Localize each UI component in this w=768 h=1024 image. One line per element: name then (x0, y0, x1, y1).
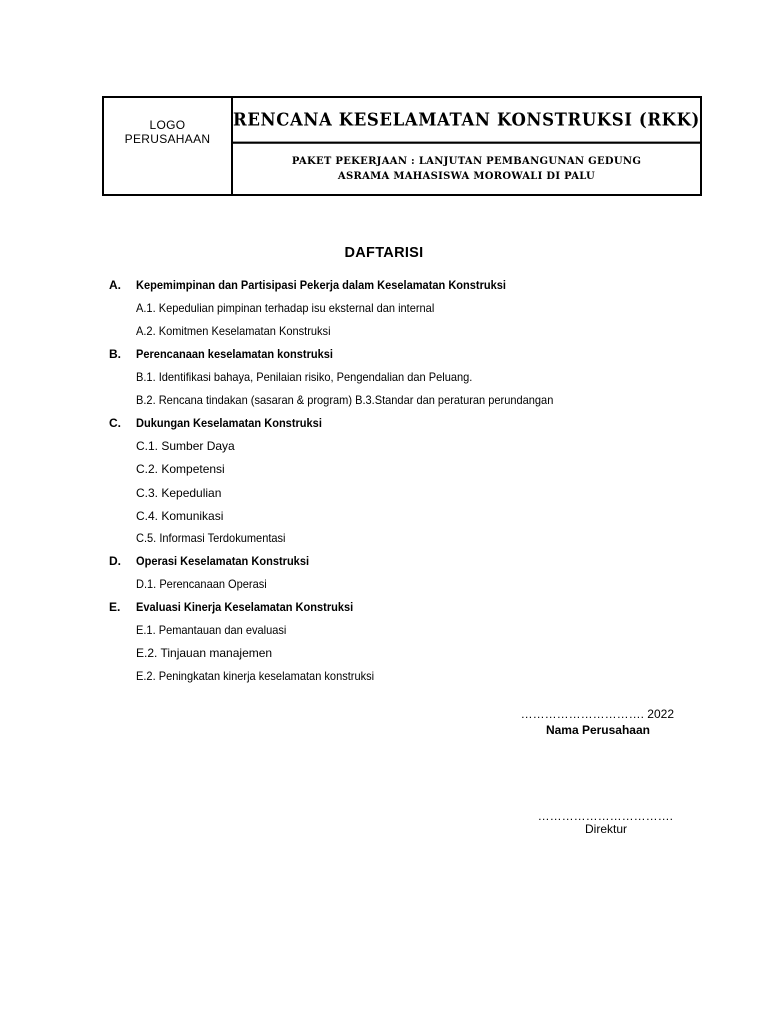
toc-item: C.1. Sumber Daya (136, 439, 235, 453)
toc-heading: DAFTARISI (344, 245, 424, 261)
toc-item: E.1. Pemantauan dan evaluasi (136, 623, 287, 637)
section-title: Dukungan Keselamatan Konstruksi (136, 416, 322, 430)
toc-item: C.2. Kompetensi (136, 462, 225, 476)
toc-item: E.2. Tinjauan manajemen (136, 646, 273, 660)
logo-placeholder (104, 98, 233, 194)
toc-item: A.1. Kepedulian pimpinan terhadap isu eksternal dan internal (136, 301, 435, 315)
signature-date: …………………………. 2022 (520, 707, 674, 721)
section-letter: D. (109, 554, 121, 568)
section-letter: C. (109, 416, 121, 430)
section-title: Perencanaan keselamatan konstruksi (136, 347, 333, 361)
toc-item: A.2. Komitmen Keselamatan Konstruksi (136, 324, 331, 338)
toc-item: C.5. Informasi Terdokumentasi (136, 531, 286, 545)
section-letter: E. (109, 600, 121, 614)
signature-line: ……………………………. (537, 809, 673, 823)
project-subtitle-line2: ASRAMA MAHASISWA MOROWALI DI PALU (337, 171, 596, 182)
toc-item: B.2. Rencana tindakan (sasaran & program) B.3.Standar dan peraturan perundangan (136, 393, 554, 407)
section-letter: A. (109, 278, 121, 292)
signature-position: Direktur (584, 822, 627, 836)
document-header (102, 96, 702, 196)
signature-company: Nama Perusahaan (545, 723, 650, 737)
toc-item: C.3. Kepedulian (136, 486, 222, 500)
logo-label: LOGO (149, 118, 186, 132)
section-letter: B. (109, 347, 121, 361)
logo-label-company: PERUSAHAAN (124, 132, 211, 146)
section-title: Kepemimpinan dan Partisipasi Pekerja dalam Keselamatan Konstruksi (136, 278, 506, 292)
project-subtitle-line1: PAKET PEKERJAAN : LANJUTAN PEMBANGUNAN GEDUNG (291, 156, 642, 167)
toc-item: B.1. Identifikasi bahaya, Penilaian risiko, Pengendalian dan Peluang. (136, 370, 473, 384)
toc-item: E.2. Peningkatan kinerja keselamatan konstruksi (136, 669, 375, 683)
toc-item: D.1. Perencanaan Operasi (136, 577, 267, 591)
section-title: Operasi Keselamatan Konstruksi (136, 554, 310, 568)
document-title: RENCANA KESELAMATAN KONSTRUKSI (RKK) (233, 96, 700, 144)
section-title: Evaluasi Kinerja Keselamatan Konstruksi (136, 600, 354, 614)
toc-item: C.4. Komunikasi (136, 509, 224, 523)
